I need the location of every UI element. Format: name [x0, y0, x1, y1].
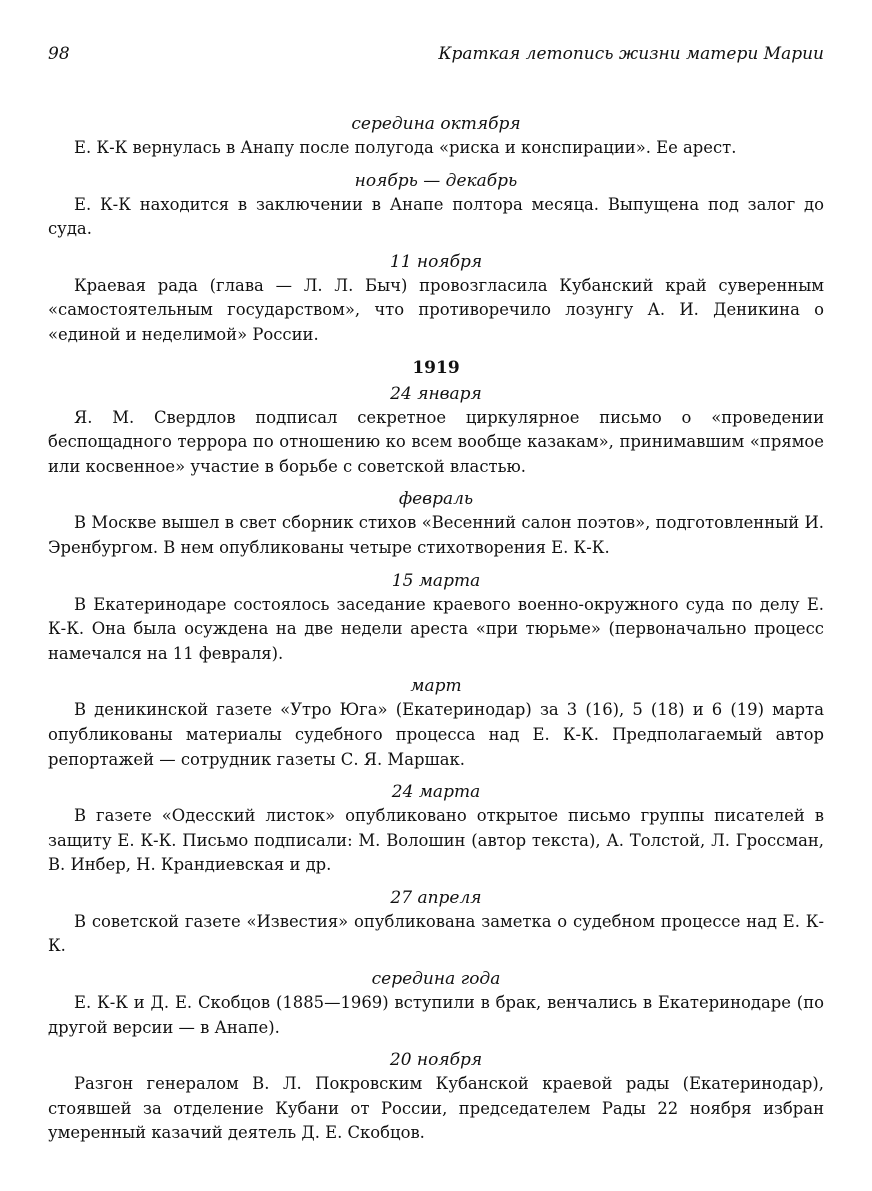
entry-text: В деникинской газете «Утро Юга» (Екатеринодар) за 3 (16), 5 (18) и 6 (19) марта опубликованы материалы судебного процесса над Е. К-К. Предполагаемый автор репортажей — сотрудник газеты С. Я. Маршак. [48, 700, 824, 769]
entry-date: ноябрь — декабрь [354, 170, 518, 191]
entry-text: Краевая рада (глава — Л. Л. Быч) провозгласила Кубанский край суверенным «самостоятельным государством», что противоречило лозунгу А. И. Деникина о «единой и неделимой» России. [48, 275, 824, 344]
chronicle-content [48, 112, 824, 1146]
entry-text: В советской газете «Известия» опубликована заметка о судебном процессе над Е. К-К. [48, 911, 824, 956]
entry-text: Е. К-К находится в заключении в Анапе полтора месяца. Выпущена под залог до суда. [48, 194, 824, 239]
entry-date: середина октября [351, 114, 521, 134]
entry-date: март [410, 676, 462, 697]
entry-text: В Москве вышел в свет сборник стихов «Весенний салон поэтов», подготовленный И. Эренбургом. В нем опубликованы четыре стихотворения Е. К-К. [48, 513, 824, 557]
entry-date: 24 марта [391, 782, 481, 803]
running-header [48, 44, 824, 76]
year-heading: 1919 [412, 357, 460, 378]
entry-text: В газете «Одесский листок» опубликовано открытое письмо группы писателей в защиту Е. К-К. Письмо подписали: М. Волошин (автор текста), А. Толстой, Л. Гроссман, В. Инбер, Н. Крандиевская и др. [48, 806, 824, 875]
running-title: Краткая летопись жизни матери Марии [438, 44, 824, 64]
page-number: 98 [48, 44, 70, 64]
entry-date: 24 января [390, 383, 482, 404]
entry-date: 15 марта [391, 570, 481, 591]
entry-date: 27 апреля [390, 887, 482, 908]
entry-text: Разгон генералом В. Л. Покровским Кубанской краевой рады (Екатеринодар), стоявшей за отделение Кубани от России, председателем Рады 22 ноября избран умеренный казачий деятель Д. Е. Скобцов. [48, 1074, 824, 1143]
entry-text: Е. К-К вернулась в Анапу после полугода «риска и конспирации». Ее арест. [74, 138, 737, 157]
entry-text: Я. М. Свердлов подписал секретное циркулярное письмо о «проведении беспощадного террора по отношению ко всем вообще казакам», принимавшим «прямое или косвенное» участие в борьбе с советской властью. [48, 407, 824, 476]
entry-date: 11 ноября [389, 251, 483, 272]
entry-text: Е. К-К и Д. Е. Скобцов (1885—1969) вступили в брак, венчались в Екатеринодаре (по другой версии — в Анапе). [48, 993, 824, 1037]
document-page [48, 44, 824, 1154]
entry-date: 20 ноября [389, 1050, 483, 1071]
entry-date: середина года [371, 969, 501, 990]
entry-text: В Екатеринодаре состоялось заседание краевого военно-окружного суда по делу Е. К-К. Она была осуждена на две недели ареста «при тюрьме» (первоначально процесс намечался на 11 февраля). [48, 594, 824, 663]
entry-date: февраль [398, 489, 474, 510]
